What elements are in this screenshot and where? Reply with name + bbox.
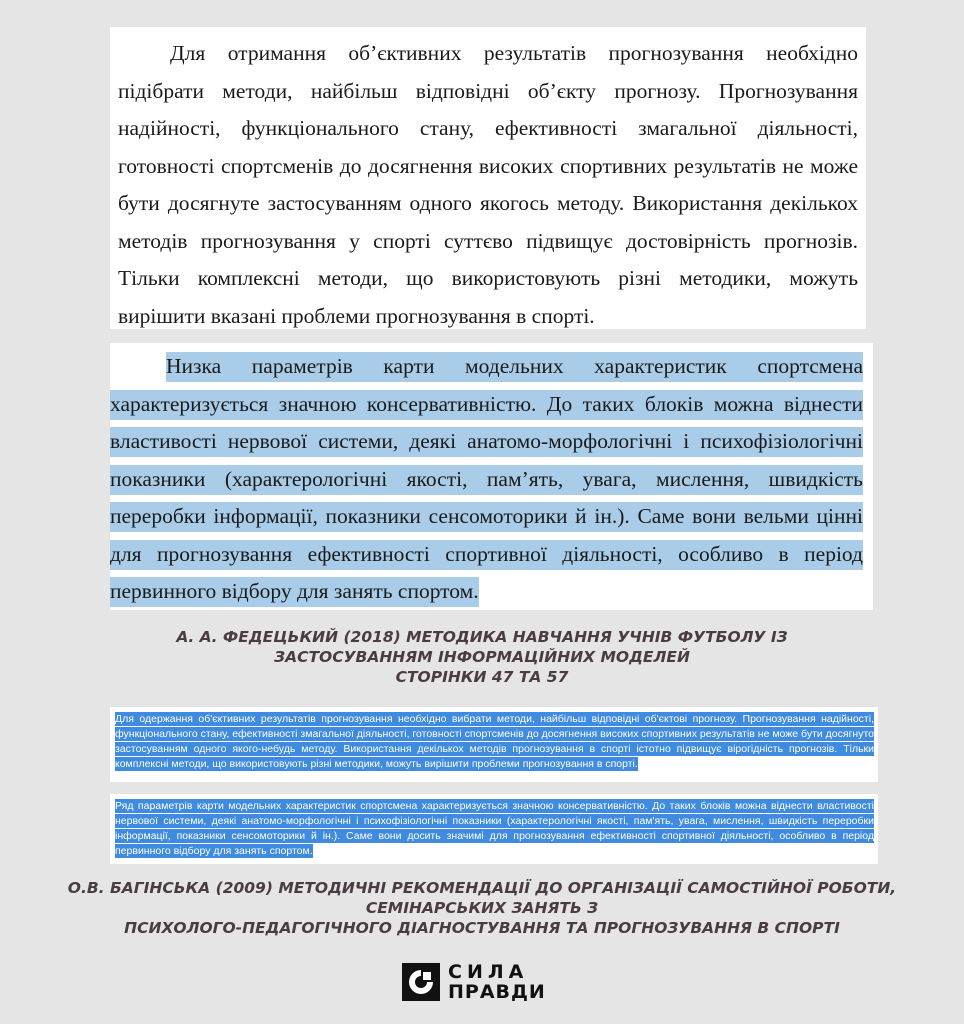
caption-2-line-3: ПСИХОЛОГО-ПЕДАГОГІЧНОГО ДІАГНОСТУВАННЯ ТА ПРОГНОЗУВАННЯ В СПОРТІ	[124, 919, 840, 937]
source-excerpt-1	[110, 27, 866, 329]
caption-1-line-3: СТОРІНКИ 47 ТА 57	[395, 668, 569, 686]
caption-1-line-1: А. А. ФЕДЕЦЬКИЙ (2018) МЕТОДИКА НАВЧАННЯ УЧНІВ ФУТБОЛУ ІЗ	[176, 628, 788, 646]
excerpt-3-highlight: Для одержання об'єктивних результатів прогнозування необхідно вибрати методи, найбільш відповідні об'єктові прогнозу. Прогнозування надійності, функціонального стану, ефективності змагальної діяльності, готовності спортсменів до досягнення високих спортивних результатів не може бути досягнуто застосуванням одного якого-небудь методу. Використання декількох методів прогнозування в спорті істотно підвищує вірогідність прогнозів. Тільки комплексні методи, що використовують різні методики, можуть вирішити проблеми прогнозування в спорті.	[115, 713, 874, 770]
caption-2-line-1: О.В. БАГІНСЬКА (2009) МЕТОДИЧНІ РЕКОМЕНДАЦІЇ ДО ОРГАНІЗАЦІЇ САМОСТІЙНОЇ РОБОТИ,	[67, 879, 897, 897]
logo-line-2: ПРАВДИ	[448, 981, 546, 1003]
caption-1-line-2: ЗАСТОСУВАННЯМ ІНФОРМАЦІЙНИХ МОДЕЛЕЙ	[274, 648, 690, 666]
sila-pravdy-logo	[402, 963, 562, 1003]
logo-line-1: СИЛА	[448, 961, 529, 983]
source-excerpt-2	[110, 343, 873, 610]
sila-pravdy-logo-icon	[402, 963, 440, 1001]
excerpt-4-highlight: Ряд параметрів карти модельних характеристик спортсмена характеризується значною консервативністю. До таких блоків можна віднести властивості нервової системи, деякі анатомо-морфологічні і психофізіологічні показники (характерологічні якості, пам'ять, увага, мислення, швидкість переробки інформації, показники сенсомоторики й ін.). Саме вони досить значимі для прогнозування ефективності спортивної діяльності, особливо в період первинного відбору для занять спортом.	[115, 800, 874, 857]
caption-2-line-2: СЕМІНАРСЬКИХ ЗАНЯТЬ З	[365, 899, 599, 917]
excerpt-4-paragraph	[115, 799, 874, 859]
excerpt-2-paragraph	[110, 348, 863, 611]
excerpt-1-paragraph: Для отримання об’єктивних результатів прогнозування необхідно підібрати методи, найбільш відповідні об’єкту прогнозу. Прогнозування надійності, функціонального стану, ефективності змагальної діяльності, готовності спортсменів до досягнення високих спортивних результатів не може бути досягнуте застосуванням одного якогось методу. Використання декількох методів прогнозування у спорті суттєво підвищує достовірність прогнозів. Тільки комплексні методи, що використовують різні методики, можуть вирішити вказані проблеми прогнозування в спорті.	[118, 41, 858, 328]
source-excerpt-3	[110, 707, 878, 782]
excerpt-3-paragraph	[115, 712, 874, 772]
excerpt-2-highlight: Низка параметрів карти модельних характеристик спортсмена характеризується значною консервативністю. До таких блоків можна віднести властивості нервової системи, деякі анатомо-морфологічні і психофізіологічні показники (характерологічні якості, пам’ять, увага, мислення, швидкість переробки інформації, показники сенсомоторики й ін.). Саме вони вельми цінні для прогнозування ефективності спортивної діяльності, особливо в період первинного відбору для занять спортом.	[110, 352, 863, 607]
source-excerpt-4	[110, 794, 878, 864]
